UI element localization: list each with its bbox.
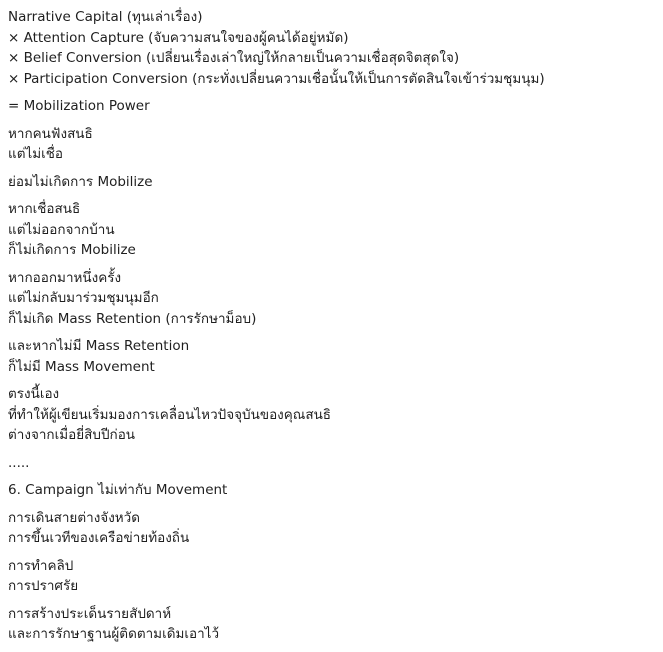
- text-line: หากออกมาหนึ่งครั้ง: [8, 269, 122, 286]
- text-line: ตรงนี้เอง: [8, 386, 60, 402]
- document-body: [8, 7, 657, 652]
- text-line: Narrative Capital (ทุนเล่าเรื่อง): [8, 9, 203, 25]
- paragraph-formula: [8, 7, 657, 89]
- text-line: × Participation Conversion (กระทั่งเปลี่ยนความเชื่อนั้นให้เป็นการตัดสินใจเข้าร่วมชุมนุม): [8, 70, 545, 87]
- section-heading: [8, 480, 657, 501]
- text-line: ต่างจากเมื่อยี่สิบปีก่อน: [8, 427, 136, 443]
- text-line: × Attention Capture (จับความสนใจของผู้คนได้อยู่หมัด): [8, 29, 349, 46]
- paragraph-result: [8, 96, 657, 117]
- paragraph: [8, 336, 657, 377]
- text-line: แต่ไม่ออกจากบ้าน: [8, 221, 115, 238]
- paragraph: [8, 124, 657, 165]
- text-line: ก็ไม่มี Mass Movement: [8, 358, 155, 375]
- text-line: ที่ทำให้ผู้เขียนเริ่มมองการเคลื่อนไหวปัจจุบันของคุณสนธิ: [8, 406, 332, 423]
- paragraph: [8, 556, 657, 597]
- text-line: การสร้างประเด็นรายสัปดาห์: [8, 605, 172, 622]
- paragraph: [8, 172, 657, 193]
- paragraph: [8, 268, 657, 330]
- text-line: .....: [8, 454, 30, 471]
- text-line: แต่ไม่เชื่อ: [8, 146, 64, 162]
- paragraph: [8, 508, 657, 549]
- text-line: 6. Campaign ไม่เท่ากับ Movement: [8, 482, 228, 498]
- text-line: หากคนฟังสนธิ: [8, 125, 93, 142]
- section-divider: [8, 453, 657, 474]
- text-line: การเดินสายต่างจังหวัด: [8, 509, 141, 526]
- paragraph: [8, 199, 657, 261]
- text-line: = Mobilization Power: [8, 98, 150, 114]
- text-line: การปราศรัย: [8, 578, 79, 594]
- text-line: ก็ไม่เกิด Mass Retention (การรักษาม็อบ): [8, 310, 257, 327]
- text-line: และการรักษาฐานผู้ติดตามเดิมเอาไว้: [8, 626, 220, 642]
- paragraph: [8, 384, 657, 446]
- text-line: การทำคลิป: [8, 557, 74, 574]
- text-line: หากเชื่อสนธิ: [8, 201, 81, 217]
- text-line: × Belief Conversion (เปลี่ยนเรื่องเล่าใหญ่ให้กลายเป็นความเชื่อสุดจิตสุดใจ): [8, 50, 460, 66]
- text-line: ย่อมไม่เกิดการ Mobilize: [8, 173, 153, 190]
- paragraph: [8, 604, 657, 645]
- text-line: ก็ไม่เกิดการ Mobilize: [8, 242, 136, 258]
- text-line: และหากไม่มี Mass Retention: [8, 338, 190, 354]
- text-line: การขึ้นเวทีของเครือข่ายท้องถิ่น: [8, 530, 190, 546]
- text-line: แต่ไม่กลับมาร่วมชุมนุมอีก: [8, 290, 159, 306]
